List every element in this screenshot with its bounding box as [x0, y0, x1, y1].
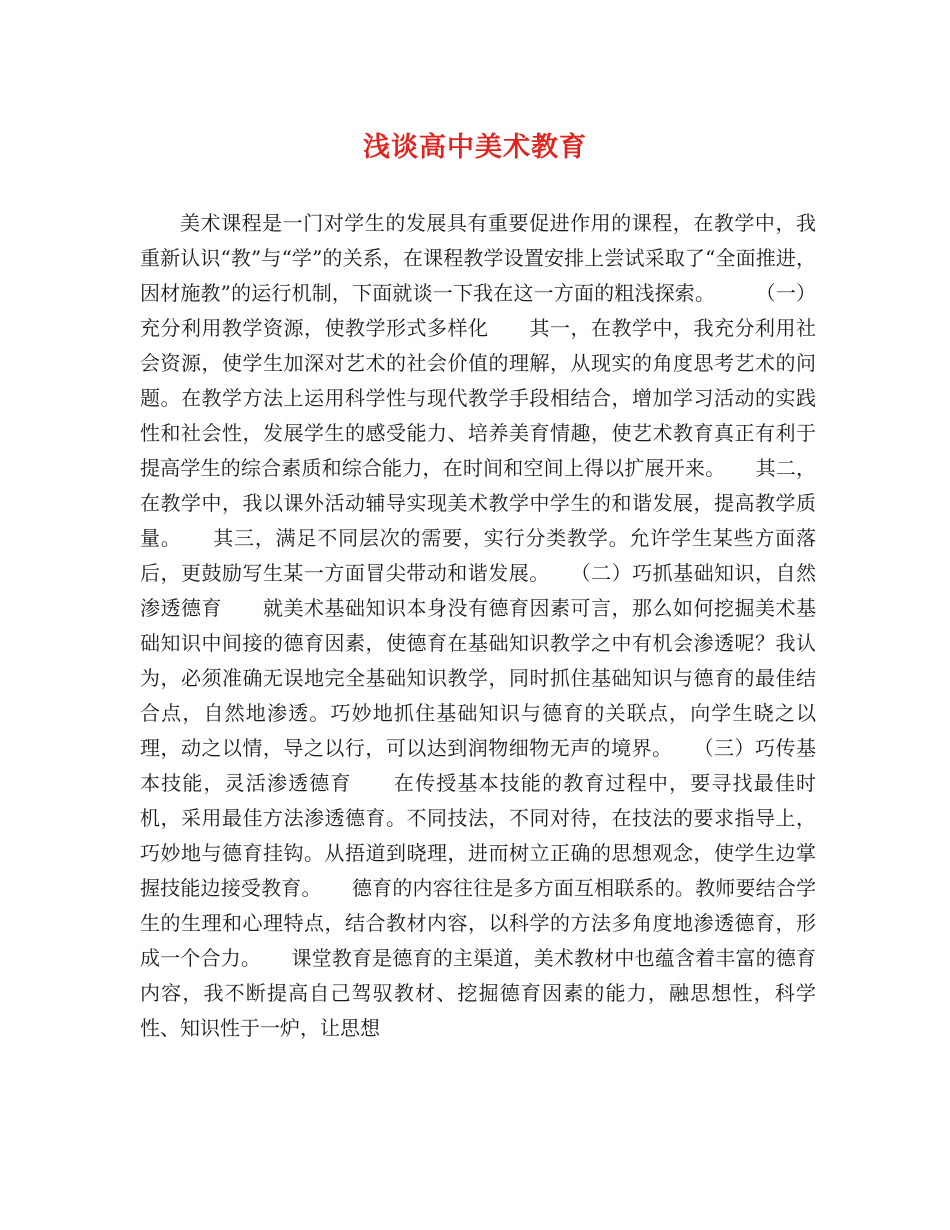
- document-title: 浅谈高中美术教育: [363, 132, 587, 163]
- document-body: 美术课程是一门对学生的发展具有重要促进作用的课程，在教学中，我重新认识“教”与“学”的关系，在课程教学设置安排上尝试采取了“全面推进，因材施教”的运行机制，下面就谈一下我在这一方面的粗浅探索。 （一）充分利用教学资源，使教学形式多样化 其一，在教学中，我充分利用社会资源，使学生加深对艺术的社会价值的理解，从现实的角度思考艺术的问题。在教学方法上运用科学性与现代教学手段相结合，增加学习活动的实践性和社会性，发展学生的感受能力、培养美育情趣，使艺术教育真正有利于提高学生的综合素质和综合能力，在时间和空间上得以扩展开来。 其二，在教学中，我以课外活动辅导实现美术教学中学生的和谐发展，提高教学质量。 其三，满足不同层次的需要，实行分类教学。允许学生某些方面落后，更鼓励写生某一方面冒尖带动和谐发展。 （二）巧抓基础知识，自然渗透德育 就美术基础知识本身没有德育因素可言，那么如何挖掘美术基础知识中间接的德育因素，使德育在基础知识教学之中有机会渗透呢？我认为，必须准确无误地完全基础知识教学，同时抓住基础知识与德育的最佳结合点，自然地渗透。巧妙地抓住基础知识与德育的关联点，向学生晓之以理，动之以情，导之以行，可以达到润物细物无声的境界。 （三）巧传基本技能，灵活渗透德育 在传授基本技能的教育过程中，要寻找最佳时机，采用最佳方法渗透德育。不同技法，不同对待，在技法的要求指导上，巧妙地与德育挂钩。从捂道到晓理，进而树立正确的思想观念，使学生边掌握技能边接受教育。 德育的内容往往是多方面互相联系的。教师要结合学生的生理和心理特点，结合教材内容，以科学的方法多角度地渗透德育，形成一个合力。 课堂教育是德育的主渠道，美术教材中也蕴含着丰富的德育内容，我不断提高自己驾驭教材、挖掘德育因素的能力，融思想性，科学性、知识性于一炉，让思想: [140, 211, 816, 1040]
